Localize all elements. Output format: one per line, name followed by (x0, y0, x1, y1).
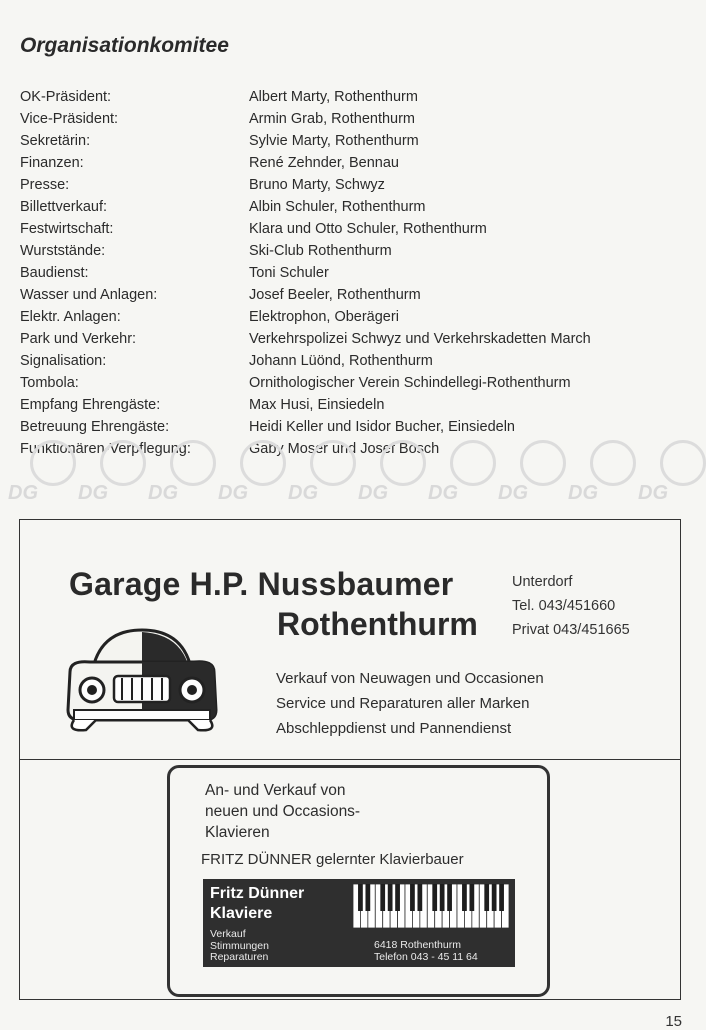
watermark-text: DG (358, 482, 388, 504)
sign-name-line: Klaviere (210, 905, 273, 922)
committee-role: Funktionären-Verpflegung: (20, 441, 191, 457)
committee-member: Armin Grab, Rothenthurm (249, 111, 416, 127)
committee-row (20, 328, 680, 350)
committee-row (20, 262, 680, 284)
committee-member: Elektrophon, Oberägeri (249, 309, 399, 325)
cartoon-car-icon (56, 624, 226, 734)
committee-row (20, 416, 680, 438)
committee-member: Toni Schuler (249, 265, 329, 281)
committee-role: Empfang Ehrengäste: (20, 397, 161, 413)
garage-town: Rothenthurm (277, 606, 478, 642)
committee-role: Elektr. Anlagen: (20, 309, 121, 325)
watermark-text: DG (638, 482, 668, 504)
black-key (447, 884, 452, 911)
sign-service-item: Reparaturen (210, 951, 269, 963)
sign-name (210, 884, 304, 924)
committee-member: Ornithologischer Verein Schindellegi-Rothenthurm (249, 375, 571, 391)
watermark-text: DG (288, 482, 318, 504)
committee-row (20, 306, 680, 328)
black-key (395, 884, 400, 911)
committee-role: OK-Präsident: (20, 89, 112, 105)
garage-address: Unterdorf (512, 574, 573, 590)
black-key (417, 884, 422, 911)
committee-member: René Zehnder, Bennau (249, 155, 399, 171)
ad-divider (20, 759, 680, 760)
committee-row (20, 152, 680, 174)
committee-row (20, 218, 680, 240)
committee-member: Johann Lüönd, Rothenthurm (249, 353, 433, 369)
committee-row (20, 240, 680, 262)
committee-row (20, 438, 680, 460)
piano-tagline: FRITZ DÜNNER gelernter Klavierbauer (201, 851, 464, 868)
watermark-text: DG (428, 482, 458, 504)
committee-list (20, 86, 680, 460)
black-key (440, 884, 445, 911)
committee-member: Klara und Otto Schuler, Rothenthurm (249, 221, 487, 237)
sign-services (210, 929, 269, 964)
committee-role: Sekretärin: (20, 133, 91, 149)
committee-member: Ski-Club Rothenthurm (249, 243, 392, 259)
garage-service-item: Abschleppdienst und Pannendienst (276, 720, 512, 737)
committee-member: Bruno Marty, Schwyz (249, 177, 385, 193)
committee-row (20, 86, 680, 108)
black-key (499, 884, 504, 911)
committee-member: Albin Schuler, Rothenthurm (249, 199, 426, 215)
committee-member: Sylvie Marty, Rothenthurm (249, 133, 419, 149)
black-key (484, 884, 489, 911)
watermark-text: DG (498, 482, 528, 504)
garage-name: Garage H.P. Nussbaumer (69, 566, 454, 602)
piano-ad (167, 765, 550, 997)
committee-role: Vice-Präsident: (20, 111, 119, 127)
black-key (380, 884, 385, 911)
committee-role: Presse: (20, 177, 70, 193)
committee-role: Billettverkauf: (20, 199, 108, 215)
piano-headline-line: neuen und Occasions- (205, 803, 361, 820)
committee-row (20, 130, 680, 152)
committee-role: Betreuung Ehrengäste: (20, 419, 170, 435)
committee-row (20, 196, 680, 218)
committee-role: Signalisation: (20, 353, 107, 369)
committee-role: Wasser und Anlagen: (20, 287, 158, 303)
committee-role: Festwirtschaft: (20, 221, 114, 237)
piano-headline-line: An- und Verkauf von (205, 782, 346, 799)
committee-member: Josef Beeler, Rothenthurm (249, 287, 421, 303)
black-key (365, 884, 370, 911)
sign-name-line: Fritz Dünner (210, 885, 305, 902)
black-key (469, 884, 474, 911)
committee-member: Verkehrspolizei Schwyz und Verkehrskadetten March (249, 331, 591, 347)
committee-row (20, 174, 680, 196)
committee-role: Tombola: (20, 375, 79, 391)
black-key (410, 884, 415, 911)
committee-row (20, 108, 680, 130)
piano-sign (203, 879, 515, 967)
watermark-text: DG (8, 482, 38, 504)
piano-headline (205, 780, 360, 843)
page-title: Organisationkomitee (20, 34, 229, 57)
watermark-text: DG (148, 482, 178, 504)
committee-member: Gaby Moser und Josef Bösch (249, 441, 440, 457)
committee-row (20, 350, 680, 372)
garage-service-item: Service und Reparaturen aller Marken (276, 695, 530, 712)
committee-member: Albert Marty, Rothenthurm (249, 89, 418, 105)
garage-service-item: Verkauf von Neuwagen und Occasionen (276, 670, 544, 687)
black-key (462, 884, 467, 911)
advertisement-frame (19, 519, 681, 1000)
black-key (492, 884, 497, 911)
black-key (358, 884, 363, 911)
garage-services (276, 666, 544, 741)
watermark-text: DG (568, 482, 598, 504)
committee-row (20, 394, 680, 416)
garage-contact (512, 570, 630, 642)
committee-member: Heidi Keller und Isidor Bucher, Einsiedeln (249, 419, 515, 435)
watermark-text: DG (78, 482, 108, 504)
black-key (432, 884, 437, 911)
committee-role: Park und Verkehr: (20, 331, 137, 347)
page-number: 15 (665, 1013, 682, 1030)
sign-address (374, 940, 478, 963)
sign-service-item: Verkauf (210, 928, 246, 940)
committee-role: Finanzen: (20, 155, 84, 171)
committee-role: Baudienst: (20, 265, 89, 281)
committee-row (20, 372, 680, 394)
committee-row (20, 284, 680, 306)
piano-keyboard-icon (353, 884, 509, 928)
watermark-text: DG (218, 482, 248, 504)
black-key (388, 884, 393, 911)
piano-headline-line: Klavieren (205, 824, 270, 841)
committee-member: Max Husi, Einsiedeln (249, 397, 385, 413)
sign-address-line: 6418 Rothenthurm (374, 939, 461, 951)
sign-address-line: Telefon 043 - 45 11 64 (374, 950, 478, 963)
committee-role: Wurststände: (20, 243, 106, 259)
garage-phone: Tel. 043/451660 (512, 598, 616, 614)
sign-service-item: Stimmungen (210, 939, 269, 952)
garage-private-phone: Privat 043/451665 (512, 622, 630, 638)
